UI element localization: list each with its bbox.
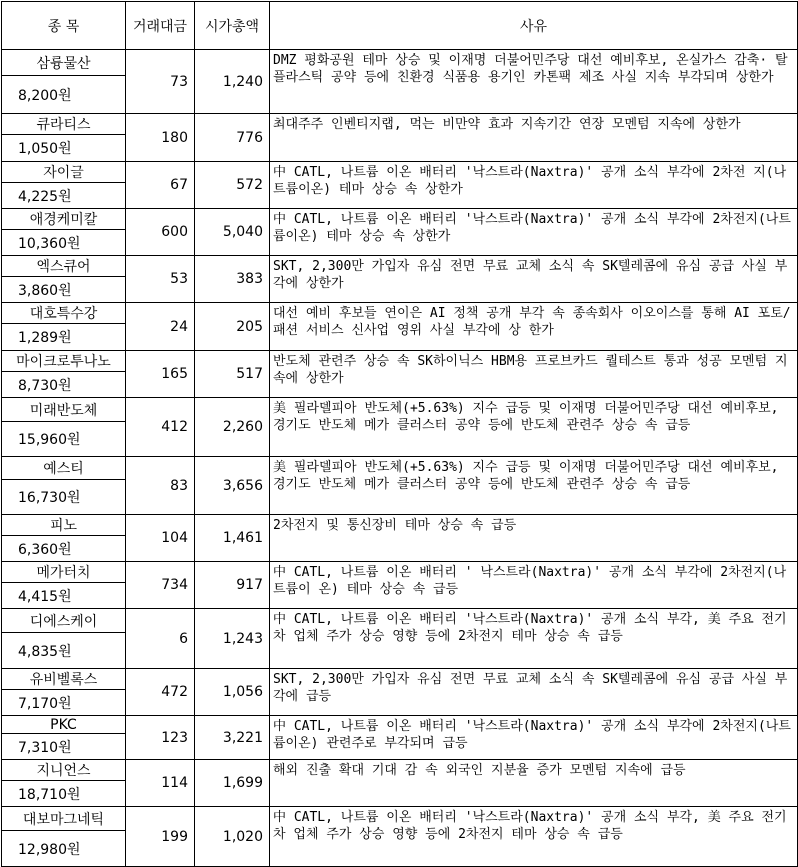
table-row [2, 303, 798, 324]
table-row [2, 609, 798, 633]
trading-volume: 53 [126, 256, 195, 303]
trading-volume: 734 [126, 562, 195, 609]
stock-name: PKC [2, 716, 126, 734]
market-cap: 3,656 [195, 457, 270, 515]
market-cap: 1,056 [195, 669, 270, 716]
market-cap: 572 [195, 162, 270, 209]
table-body [2, 50, 798, 867]
reason-text: 中 CATL, 나트륨 이온 배터리 '낙스트라(Naxtra)' 공개 소식 부각, 美 주요 전기차 업체 주가 상승 영향 등에 2차전지 테마 상승 속 급등 [270, 609, 798, 669]
table-row [2, 114, 798, 135]
stock-price: 8,730원 [2, 372, 126, 398]
stock-price: 4,415원 [2, 583, 126, 609]
table-row [2, 209, 798, 230]
market-cap: 5,040 [195, 209, 270, 256]
trading-volume: 199 [126, 807, 195, 867]
trading-volume: 600 [126, 209, 195, 256]
stock-name: 애경케미칼 [2, 209, 126, 230]
reason-text: 美 필라델피아 반도체(+5.63%) 지수 급등 및 이재명 더불어민주당 대선 예비후보, 경기도 반도체 메가 클러스터 공약 등에 반도체 관련주 상승 속 급등 [270, 398, 798, 457]
stock-price: 8,200원 [2, 76, 126, 114]
table-header-row [2, 2, 798, 50]
stock-price: 6,360원 [2, 536, 126, 562]
stock-price: 16,730원 [2, 480, 126, 515]
header-volume: 거래대금 [126, 2, 195, 50]
reason-text: 中 CATL, 나트륨 이온 배터리 '낙스트라(Naxtra)' 공개 소식 부각, 美 주요 전기차 업체 주가 상승 영향 등에 2차전지 테마 상승 속 급등 [270, 807, 798, 867]
stock-price: 1,289원 [2, 324, 126, 351]
trading-volume: 73 [126, 50, 195, 114]
table-row [2, 669, 798, 690]
stock-name: 대보마그네틱 [2, 807, 126, 831]
stock-price: 7,170원 [2, 690, 126, 716]
table-row [2, 457, 798, 480]
stock-name: 큐라티스 [2, 114, 126, 135]
reason-text: 반도체 관련주 상승 속 SK하이닉스 HBM용 프로브카드 퀄테스트 통과 성공 모멘텀 지속에 상한가 [270, 351, 798, 398]
stock-name: 대호특수강 [2, 303, 126, 324]
table-row [2, 716, 798, 734]
reason-text: 中 CATL, 나트륨 이온 배터리 '낙스트라(Naxtra)' 공개 소식 부각에 2차전지(나트륨이온) 테마 상승 속 상한가 [270, 209, 798, 256]
trading-volume: 114 [126, 760, 195, 807]
trading-volume: 165 [126, 351, 195, 398]
stock-price: 18,710원 [2, 781, 126, 807]
stock-name: 유비벨록스 [2, 669, 126, 690]
table-row [2, 351, 798, 372]
reason-text: 해외 진출 확대 기대 감 속 외국인 지분율 증가 모멘텀 지속에 급등 [270, 760, 798, 807]
stock-name: 자이글 [2, 162, 126, 183]
trading-volume: 83 [126, 457, 195, 515]
market-cap: 1,461 [195, 515, 270, 562]
reason-text: 中 CATL, 나트륨 이온 배터리 ' 낙스트라(Naxtra)' 공개 소식 부각에 2차전지(나트륨이 온) 테마 상승 속 급등 [270, 562, 798, 609]
reason-text: DMZ 평화공원 테마 상승 및 이재명 더불어민주당 대선 예비후보, 온실가스 감축· 탈 플라스틱 공약 등에 친환경 식품용 용기인 카톤팩 제조 사실 지속 부각되며 상한가 [270, 50, 798, 114]
table-row [2, 50, 798, 76]
trading-volume: 472 [126, 669, 195, 716]
reason-text: 최대주주 인벤티지랩, 먹는 비만약 효과 지속기간 연장 모멘텀 지속에 상한가 [270, 114, 798, 162]
market-cap: 205 [195, 303, 270, 351]
header-market-cap: 시가총액 [195, 2, 270, 50]
reason-text: 대선 예비 후보들 연이은 AI 정책 공개 부각 속 종속회사 이오이스를 통해 AI 포토/패션 서비스 신사업 영위 사실 부각에 상 한가 [270, 303, 798, 351]
trading-volume: 180 [126, 114, 195, 162]
stock-price: 15,960원 [2, 422, 126, 457]
reason-text: 2차전지 및 통신장비 테마 상승 속 급등 [270, 515, 798, 562]
trading-volume: 6 [126, 609, 195, 669]
market-cap: 1,243 [195, 609, 270, 669]
trading-volume: 412 [126, 398, 195, 457]
stock-table [1, 1, 798, 867]
reason-text: 中 CATL, 나트륨 이온 배터리 '낙스트라(Naxtra)' 공개 소식 부각에 2차전지(나트륨이온) 관련주로 부각되며 급등 [270, 716, 798, 760]
trading-volume: 67 [126, 162, 195, 209]
stock-price: 10,360원 [2, 230, 126, 256]
trading-volume: 24 [126, 303, 195, 351]
table-row [2, 398, 798, 422]
market-cap: 383 [195, 256, 270, 303]
stock-name: 마이크로투나노 [2, 351, 126, 372]
trading-volume: 123 [126, 716, 195, 760]
stock-name: 지니언스 [2, 760, 126, 781]
table-row [2, 807, 798, 831]
table-row [2, 562, 798, 583]
stock-name: 메가터치 [2, 562, 126, 583]
reason-text: 中 CATL, 나트륨 이온 배터리 '낙스트라(Naxtra)' 공개 소식 부각에 2차전 지(나트륨이온) 테마 상승 속 상한가 [270, 162, 798, 209]
reason-text: SKT, 2,300만 가입자 유심 전면 무료 교체 소식 속 SK텔레콤에 유심 공급 사실 부각에 상한가 [270, 256, 798, 303]
stock-price: 3,860원 [2, 277, 126, 303]
stock-price: 7,310원 [2, 734, 126, 760]
stock-price: 4,225원 [2, 183, 126, 209]
stock-name: 피노 [2, 515, 126, 536]
market-cap: 1,020 [195, 807, 270, 867]
stock-name: 디에스케이 [2, 609, 126, 633]
market-cap: 1,699 [195, 760, 270, 807]
market-cap: 776 [195, 114, 270, 162]
table-row [2, 760, 798, 781]
stock-name: 미래반도체 [2, 398, 126, 422]
header-reason: 사유 [270, 2, 798, 50]
stock-name: 삼륭물산 [2, 50, 126, 76]
header-name: 종 목 [2, 2, 126, 50]
market-cap: 2,260 [195, 398, 270, 457]
trading-volume: 104 [126, 515, 195, 562]
market-cap: 917 [195, 562, 270, 609]
table-row [2, 515, 798, 536]
stock-name: 예스티 [2, 457, 126, 480]
table-row [2, 162, 798, 183]
stock-price: 12,980원 [2, 831, 126, 867]
reason-text: 美 필라델피아 반도체(+5.63%) 지수 급등 및 이재명 더불어민주당 대선 예비후보, 경기도 반도체 메가 클러스터 공약 등에 반도체 관련주 상승 속 급등 [270, 457, 798, 515]
stock-name: 엑스큐어 [2, 256, 126, 277]
reason-text: SKT, 2,300만 가입자 유심 전면 무료 교체 소식 속 SK텔레콤에 유심 공급 사실 부각에 급등 [270, 669, 798, 716]
market-cap: 1,240 [195, 50, 270, 114]
table-row [2, 256, 798, 277]
market-cap: 3,221 [195, 716, 270, 760]
stock-price: 4,835원 [2, 633, 126, 669]
stock-price: 1,050원 [2, 135, 126, 162]
market-cap: 517 [195, 351, 270, 398]
